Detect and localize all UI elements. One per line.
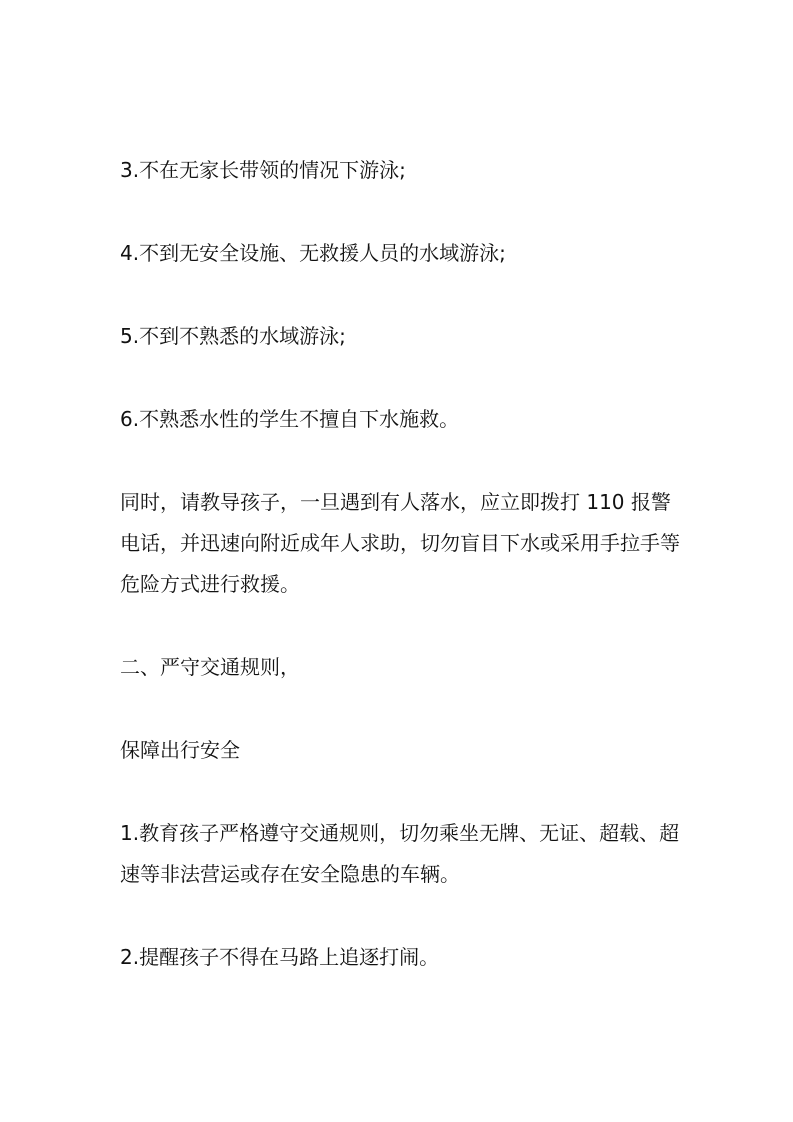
rule-item-3: 3.不在无家长带领的情况下游泳; <box>120 158 406 182</box>
section-subheading-travel-safety: 保障出行安全 <box>120 738 240 762</box>
rule-item-6: 6.不熟悉水性的学生不擅自下水施救。 <box>120 407 460 431</box>
rescue-advice-paragraph: 同时，请教导孩子，一旦遇到有人落水，应立即拨打 110 报警电话，并迅速向附近成年人求助，切勿盲目下水或采用手拉手等危险方式进行救援。 <box>120 490 680 596</box>
traffic-item-1: 1.教育孩子严格遵守交通规则，切勿乘坐无牌、无证、超载、超速等非法营运或存在安全隐患的车辆。 <box>120 821 680 886</box>
section-heading-traffic: 二、严守交通规则， <box>120 655 300 679</box>
traffic-item-2: 2.提醒孩子不得在马路上追逐打闹。 <box>120 945 440 969</box>
document-body <box>120 150 690 1020</box>
rule-item-5: 5.不到不熟悉的水域游泳; <box>120 324 346 348</box>
rule-item-4: 4.不到无安全设施、无救援人员的水域游泳; <box>120 241 506 265</box>
